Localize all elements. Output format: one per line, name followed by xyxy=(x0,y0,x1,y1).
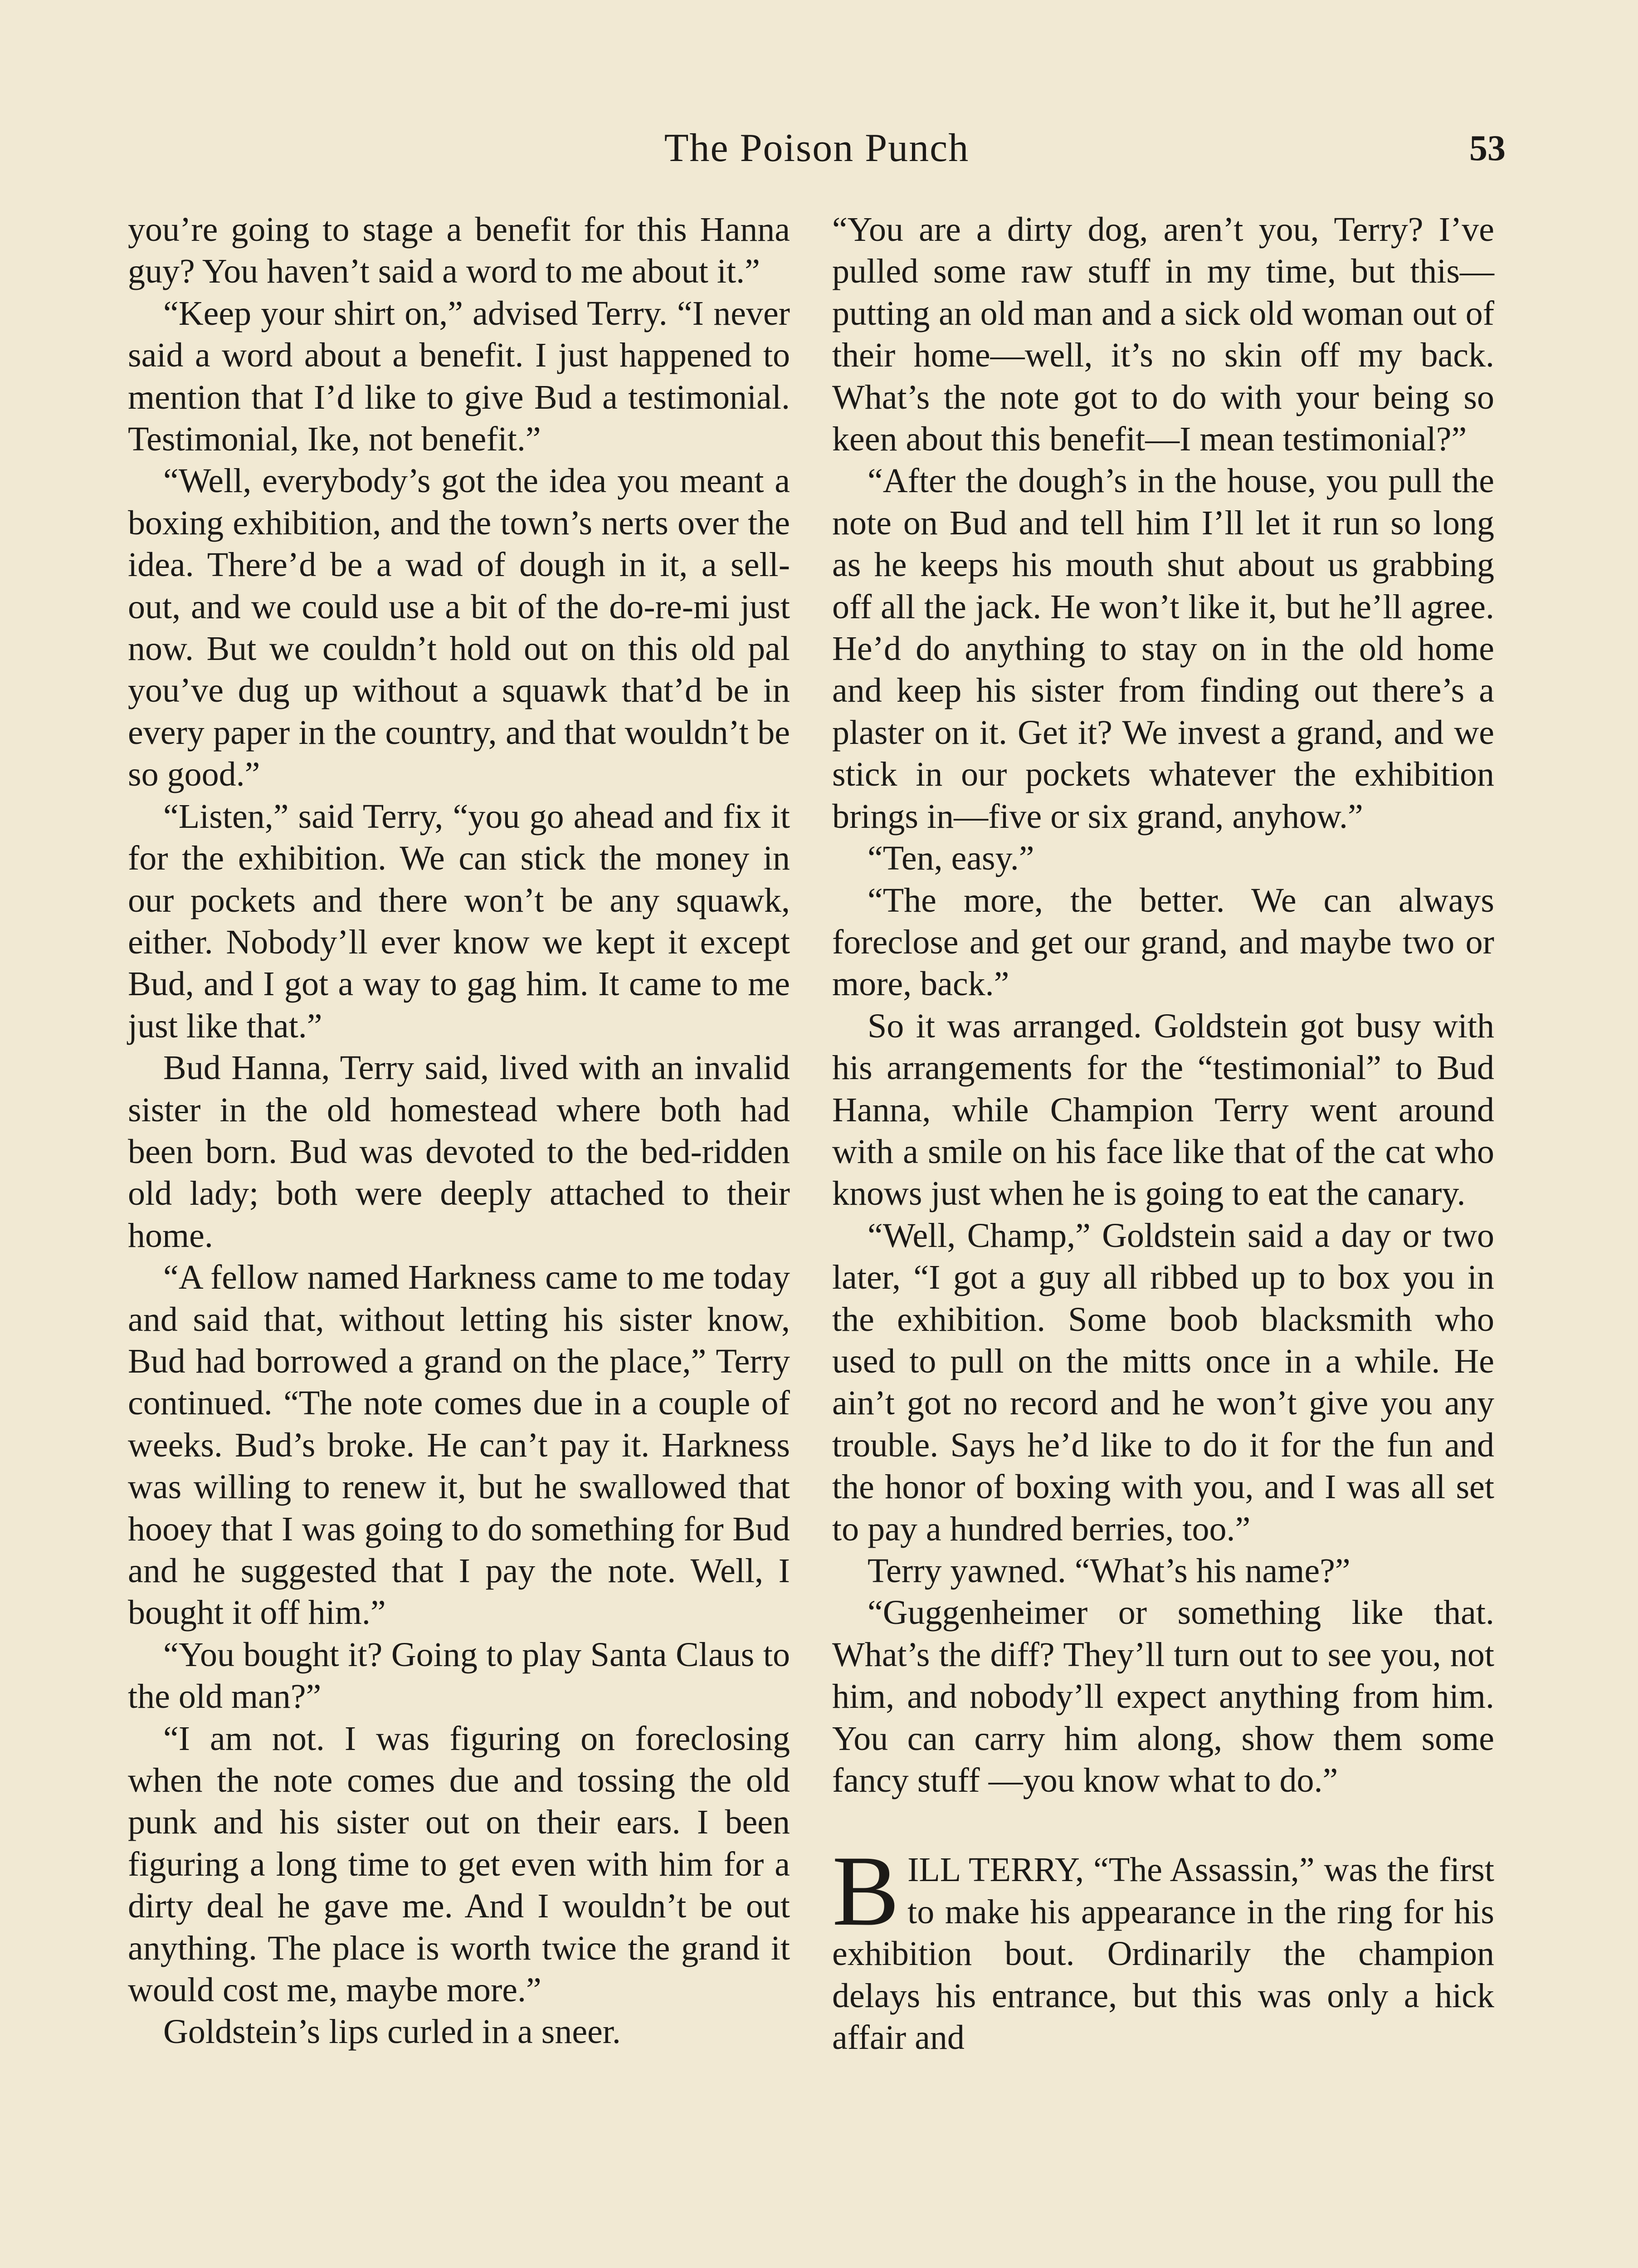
paragraph: So it was arranged. Goldstein got busy with his arrangements for the “testimonial” to Bud Hanna, while Champion Terry went around with a smile on his face like that of the cat who knows just when he is going to eat the canary. xyxy=(832,1007,1494,1213)
paragraph: Goldstein’s lips curled in a sneer. xyxy=(163,2013,621,2051)
left-column xyxy=(128,209,790,2053)
paragraph: “Guggenheimer or something like that. What’s the diff? They’ll turn out to see you, not him, and nobody’ll expect anything from him. You can carry him along, show them some fancy stuff —you know what to do.” xyxy=(832,1593,1494,1800)
paragraph: “Well, Champ,” Goldstein said a day or two later, “I got a guy all ribbed up to box you in the exhibition. Some boob blacksmith who used to pull on the mitts once in a while. He ain’t got no record and he won’t give you any trouble. Says he’d like to do it for the fun and the honor of boxing with you, and I was all set to pay a hundred berries, too.” xyxy=(832,1216,1494,1548)
paragraph: “After the dough’s in the house, you pull the note on Bud and tell him I’ll let it run so long as he keeps his mouth shut about us grabbing off all the jack. He won’t like it, but he’ll agree. He’d do anything to stay on in the old home and keep his sister from finding out there’s a plaster on it. Get it? We invest a grand, and we stick in our pockets whatever the exhibition brings in—five or six grand, anyhow.” xyxy=(832,462,1494,836)
paragraph: “Well, everybody’s got the idea you meant a boxing exhibition, and the town’s nerts over the idea. There’d be a wad of dough in it, a sell-out, and we could use a bit of the do-re-mi just now. But we couldn’t hold out on this old pal you’ve dug up without a squawk that’d be in every paper in the country, and that wouldn’t be so good.” xyxy=(128,462,790,794)
running-head xyxy=(128,119,1506,178)
paragraph: Terry yawned. “What’s his name?” xyxy=(868,1552,1350,1590)
section-opening-paragraph xyxy=(832,1835,1494,2058)
paragraph: “You are a dirty dog, aren’t you, Terry? I’ve pulled some raw stuff in my time, but this—putting an old man and a sick old woman out of their home—well, it’s no skin off my back. What’s the note got to do with your being so keen about this benefit—I mean testimonial?” xyxy=(832,210,1494,459)
paragraph: “Keep your shirt on,” advised Terry. “I never said a word about a benefit. I just happened to mention that I’d like to give Bud a testimonial. Testimonial, Ike, not benefit.” xyxy=(128,294,790,459)
paragraph: Bud Hanna, Terry said, lived with an invalid sister in the old homestead where both had been born. Bud was devoted to the bed-ridden old lady; both were deeply attached to their home. xyxy=(128,1049,790,1255)
section-opening-text: ILL TERRY, “The Assassin,” was the first to make his appearance in the ring for his exhibition bout. Ordinarily the champion delays his entrance, but this was only a hick affair and xyxy=(832,1851,1494,2057)
paragraph: you’re going to stage a benefit for this Hanna guy? You haven’t said a word to me about it.” xyxy=(128,210,790,291)
paragraph: “You bought it? Going to play Santa Claus to the old man?” xyxy=(128,1635,790,1716)
right-column xyxy=(832,209,1494,2058)
paragraph: “The more, the better. We can always foreclose and get our grand, and maybe two or more, back.” xyxy=(832,881,1494,1003)
page-number: 53 xyxy=(1469,128,1506,168)
page-title: The Poison Punch xyxy=(664,126,970,170)
paragraph: “Ten, easy.” xyxy=(868,839,1034,878)
paragraph: “Listen,” said Terry, “you go ahead and fix it for the exhibition. We can stick the money in our pockets and there won’t be any squawk, either. Nobody’ll ever know we kept it except Bud, and I got a way to gag him. It came to me just like that.” xyxy=(128,797,790,1045)
paragraph: “I am not. I was figuring on foreclosing when the note comes due and tossing the old punk and his sister out on their ears. I been figuring a long time to get even with him for a dirty deal he gave me. And I wouldn’t be out anything. The place is worth twice the grand it would cost me, maybe more.” xyxy=(128,1719,790,2009)
drop-cap: B xyxy=(832,1835,900,1947)
paragraph: “A fellow named Harkness came to me today and said that, without letting his sister know, Bud had borrowed a grand on the place,” Terry continued. “The note comes due in a couple of weeks. Bud’s broke. He can’t pay it. Harkness was willing to renew it, but he swallowed that hooey that I was going to do something for Bud and he suggested that I pay the note. Well, I bought it off him.” xyxy=(128,1258,790,1632)
